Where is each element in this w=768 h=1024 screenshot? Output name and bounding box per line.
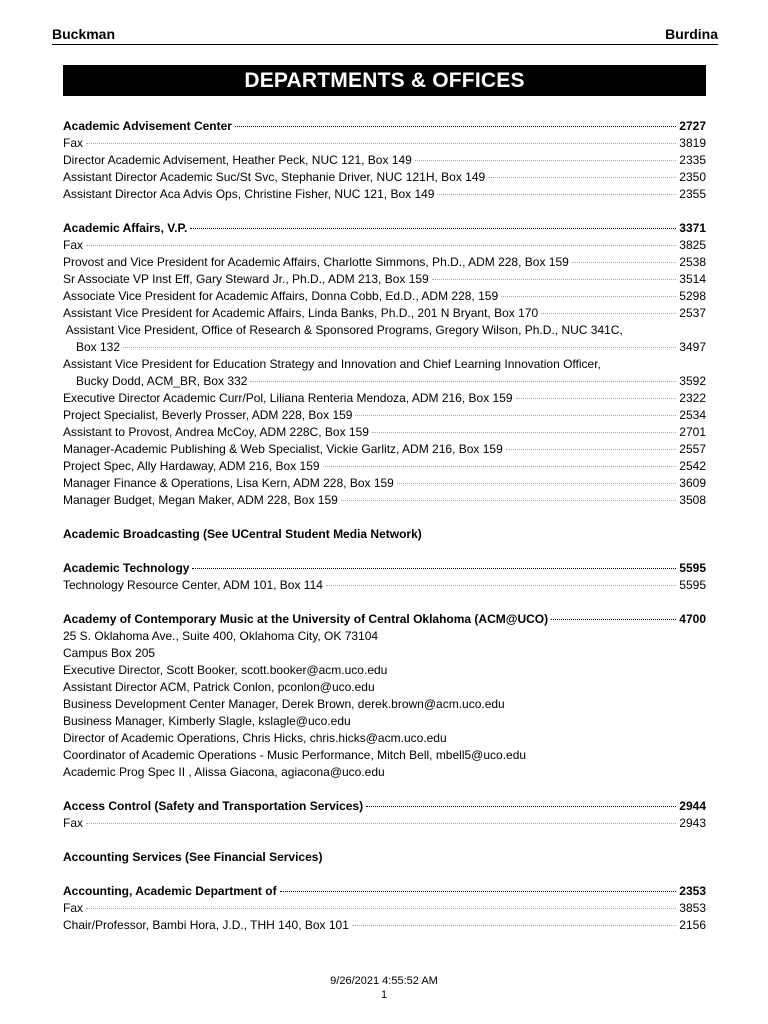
section-heading: Academic Affairs, V.P. 3371 <box>63 221 706 235</box>
header-first-name: Buckman <box>52 26 116 42</box>
page-title <box>63 65 706 96</box>
directory-row: Project Spec, Ally Hardaway, ADM 216, Box 159 2542 <box>63 459 706 473</box>
contact-line: Coordinator of Academic Operations - Music Performance, Mitch Bell, mbell5@uco.edu <box>63 748 527 762</box>
page-footer <box>0 974 768 1002</box>
directory-row: Fax 3853 <box>63 901 706 915</box>
directory-row: Fax 2943 <box>63 816 706 830</box>
directory-row: Fax 3825 <box>63 238 706 252</box>
directory-row: Fax 3819 <box>63 136 706 150</box>
directory-row: Manager Finance & Operations, Lisa Kern, ADM 228, Box 159 3609 <box>63 476 706 490</box>
directory-row: Assistant to Provost, Andrea McCoy, ADM 228C, Box 159 2701 <box>63 425 706 439</box>
directory-row: Provost and Vice President for Academic Affairs, Charlotte Simmons, Ph.D., ADM 228, Box 159 2538 <box>63 255 706 269</box>
section-heading: Access Control (Safety and Transportation Services) 2944 <box>63 799 706 813</box>
directory-row: Assistant Director Aca Advis Ops, Christine Fisher, NUC 121, Box 149 2355 <box>63 187 706 201</box>
running-header <box>52 24 718 44</box>
directory-row: Executive Director Academic Curr/Pol, Liliana Renteria Mendoza, ADM 216, Box 159 2322 <box>63 391 706 405</box>
directory-row: Sr Associate VP Inst Eff, Gary Steward Jr., Ph.D., ADM 213, Box 159 3514 <box>63 272 706 286</box>
footer-timestamp: 9/26/2021 4:55:52 AM <box>330 975 438 987</box>
header-last-name: Burdina <box>665 26 718 42</box>
directory-row-wrapped-line: Assistant Vice President for Education Strategy and Innovation and Chief Learning Innovation Officer, <box>63 357 601 371</box>
contact-line: Campus Box 205 <box>63 646 156 660</box>
directory-row: Technology Resource Center, ADM 101, Box 114 5595 <box>63 578 706 592</box>
section-heading: Accounting, Academic Department of 2353 <box>63 884 706 898</box>
contact-line: Academic Prog Spec II , Alissa Giacona, agiacona@uco.edu <box>63 765 385 779</box>
section-heading: Academic Advisement Center 2727 <box>63 119 706 133</box>
directory-row: Bucky Dodd, ACM_BR, Box 332 3592 <box>76 374 706 388</box>
directory-row: Chair/Professor, Bambi Hora, J.D., THH 140, Box 101 2156 <box>63 918 706 932</box>
directory-row: Project Specialist, Beverly Prosser, ADM 228, Box 159 2534 <box>63 408 706 422</box>
page-number: 1 <box>380 989 388 1001</box>
contact-line: Executive Director, Scott Booker, scott.booker@acm.uco.edu <box>63 663 388 677</box>
directory-row: Manager Budget, Megan Maker, ADM 228, Box 159 3508 <box>63 493 706 507</box>
page-title-text: DEPARTMENTS & OFFICES <box>244 68 525 92</box>
directory-listing <box>63 118 706 934</box>
contact-line: Business Development Center Manager, Derek Brown, derek.brown@acm.uco.edu <box>63 697 505 711</box>
directory-row: Assistant Vice President for Academic Affairs, Linda Banks, Ph.D., 201 N Bryant, Box 170 2537 <box>63 306 706 320</box>
section-heading: Accounting Services (See Financial Services) <box>63 850 323 864</box>
section-heading: Academic Broadcasting (See UCentral Student Media Network) <box>63 527 422 541</box>
directory-row: Assistant Director Academic Suc/St Svc, Stephanie Driver, NUC 121H, Box 149 2350 <box>63 170 706 184</box>
section-heading: Academy of Contemporary Music at the University of Central Oklahoma (ACM@UCO) 4700 <box>63 612 706 626</box>
contact-line: Business Manager, Kimberly Slagle, kslagle@uco.edu <box>63 714 351 728</box>
contact-line: Director of Academic Operations, Chris Hicks, chris.hicks@acm.uco.edu <box>63 731 447 745</box>
section-heading: Academic Technology 5595 <box>63 561 706 575</box>
directory-row: Director Academic Advisement, Heather Peck, NUC 121, Box 149 2335 <box>63 153 706 167</box>
directory-row-wrapped-line: Assistant Vice President, Office of Research & Sponsored Programs, Gregory Wilson, Ph.D., NUC 341C, <box>63 323 623 337</box>
contact-line: Assistant Director ACM, Patrick Conlon, pconlon@uco.edu <box>63 680 375 694</box>
directory-row: Manager-Academic Publishing & Web Specialist, Vickie Garlitz, ADM 216, Box 159 2557 <box>63 442 706 456</box>
contact-line: 25 S. Oklahoma Ave., Suite 400, Oklahoma City, OK 73104 <box>63 629 379 643</box>
directory-row: Associate Vice President for Academic Affairs, Donna Cobb, Ed.D., ADM 228, 159 5298 <box>63 289 706 303</box>
directory-row: Box 132 3497 <box>76 340 706 354</box>
header-rule <box>52 44 718 45</box>
